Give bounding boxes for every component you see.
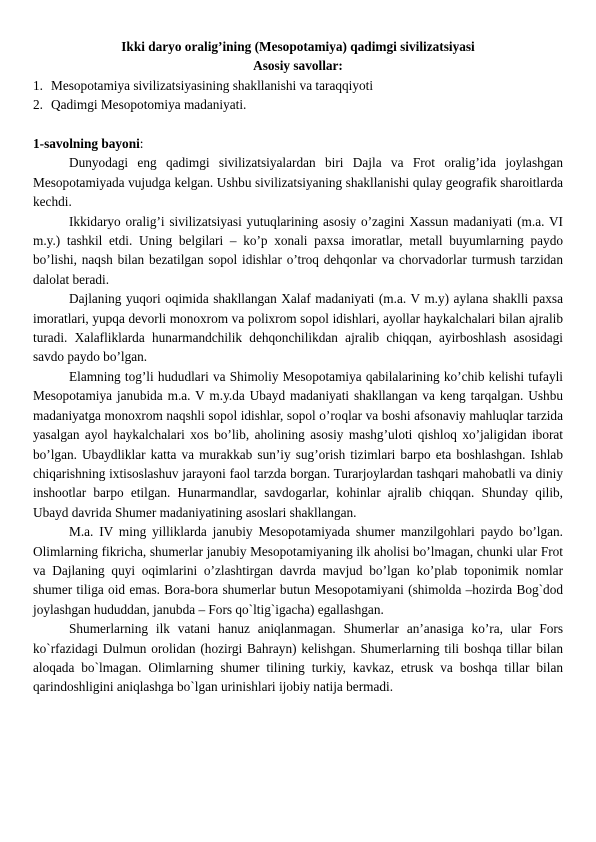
list-item-number: 1. [33, 77, 43, 93]
list-item [33, 95, 563, 114]
document-subtitle: Asosiy savollar: [253, 58, 343, 74]
paragraph: Ikkidaryo oralig’i sivilizatsiyasi yutuqlarining asosiy o’zagini Xassun madaniyati (m.a. VI m.y.) tashkil etdi. Uning belgilari – ko’p xonali paxsa imoratlar, metall buyumlarning paydo bo’lishi, naqsh bilan bezatilgan sopol idishlar o’troq dehqonlar va chorvadorlar turmush tarzidan dalolat beradi. [33, 213, 563, 287]
spacer [33, 115, 563, 134]
list-item-text: Qadimgi Mesopotomiya madaniyati. [51, 97, 247, 113]
section-heading-text: 1-savolning bayoni [33, 136, 140, 152]
paragraph: Elamning tog’li hududlari va Shimoliy Mesopotamiya qabilalarining ko’chib kelishi tufayli Mesopotamiya janubida m.a. V m.y.da Ubayd madaniyati shakllangan va keng tarqalgan. Ushbu madaniyatga monoxrom naqshli sopol idishlar, sopol o’roqlar va boshi afsonaviy mahluqlar tarzida yasalgan ayol haykalchalari xos bo’lib, aholining asosiy mashg’uloti qishloq xo’jaligidan iborat bo’lgan. Ubaydliklar katta va murakkab sun’iy sug’orish tizimlari barpo eta boshlashgan. Ishlab chiqarishning ixtisoslashuv jarayoni faol tarzda borgan. Turarjoylardan tashqari mahobatli va diniy inshootlar barpo etilgan. Hunarmandlar, savdogarlar, kohinlar ajralib chiqqan. Shunday qilib, Ubayd davrida Shumer madaniyatining asoslari shakllangan. [33, 368, 563, 520]
paragraph: Dunyodagi eng qadimgi sivilizatsiyalardan biri Dajla va Frot oralig’ida joylashgan Mesopotamiyada vujudga kelgan. Ushbu sivilizatsiyaning shakllanishi qulay geografik sharoitlarda kechdi. [33, 155, 563, 210]
questions-list [33, 76, 563, 115]
paragraph: M.a. IV ming yilliklarda janubiy Mesopotamiyada shumer manzilgohlari paydo bo’lgan. Olimlarning fikricha, shumerlar janubiy Mesopotamiyaning ilk aholisi bo’lmagan, chunki ular Frot va Dajlaning quyi oqimlarini o’zlashtirgan davrda mavjud bo’lgan ko’plab toponimik nomlar shumer tiliga oid emas. Bora-bora shumerlar butun Mesopotamiyani (shimolda –hozirda Bog`dod joylashgan hududdan, janubda – Fors qo`ltig`igacha) egallashgan. [33, 524, 563, 617]
paragraph: Shumerlarning ilk vatani hanuz aniqlanmagan. Shumerlar an’anasiga ko’ra, ular Fors ko`rfazidagi Dulmun orolidan (hozirgi Bahrayn) kelishgan. Shumerlarning tili boshqa tillar bilan aloqada bo`lmagan. Olimlarning shumer tilining turkiy, kavkaz, etrusk va boshqa tillar bilan qarindoshligini aniqlashga bo`lgan urinishlari ijobiy natija bermadi. [33, 621, 563, 695]
list-item-text: Mesopotamiya sivilizatsiyasining shakllanishi va taraqqiyoti [51, 77, 374, 93]
list-item-number: 2. [33, 97, 43, 113]
list-item [33, 76, 563, 95]
section-heading [33, 134, 563, 153]
document-page [33, 37, 563, 697]
section-heading-colon: : [139, 136, 144, 152]
paragraph: Dajlaning yuqori oqimida shakllangan Xalaf madaniyati (m.a. V m.y) aylana shaklli paxsa imoratlari, yupqa devorli monoxrom va polixrom sopol idishlari, ayollar haykalchalari bilan ajralib turadi. Xalafliklarda hunarmandchilik dehqonchilikdan ajralib chiqqan, ayirboshlash asosidagi savdo paydo bo’lgan. [33, 291, 563, 365]
document-title: Ikki daryo oralig’ining (Mesopotamiya) qadimgi sivilizatsiyasi [121, 39, 475, 54]
